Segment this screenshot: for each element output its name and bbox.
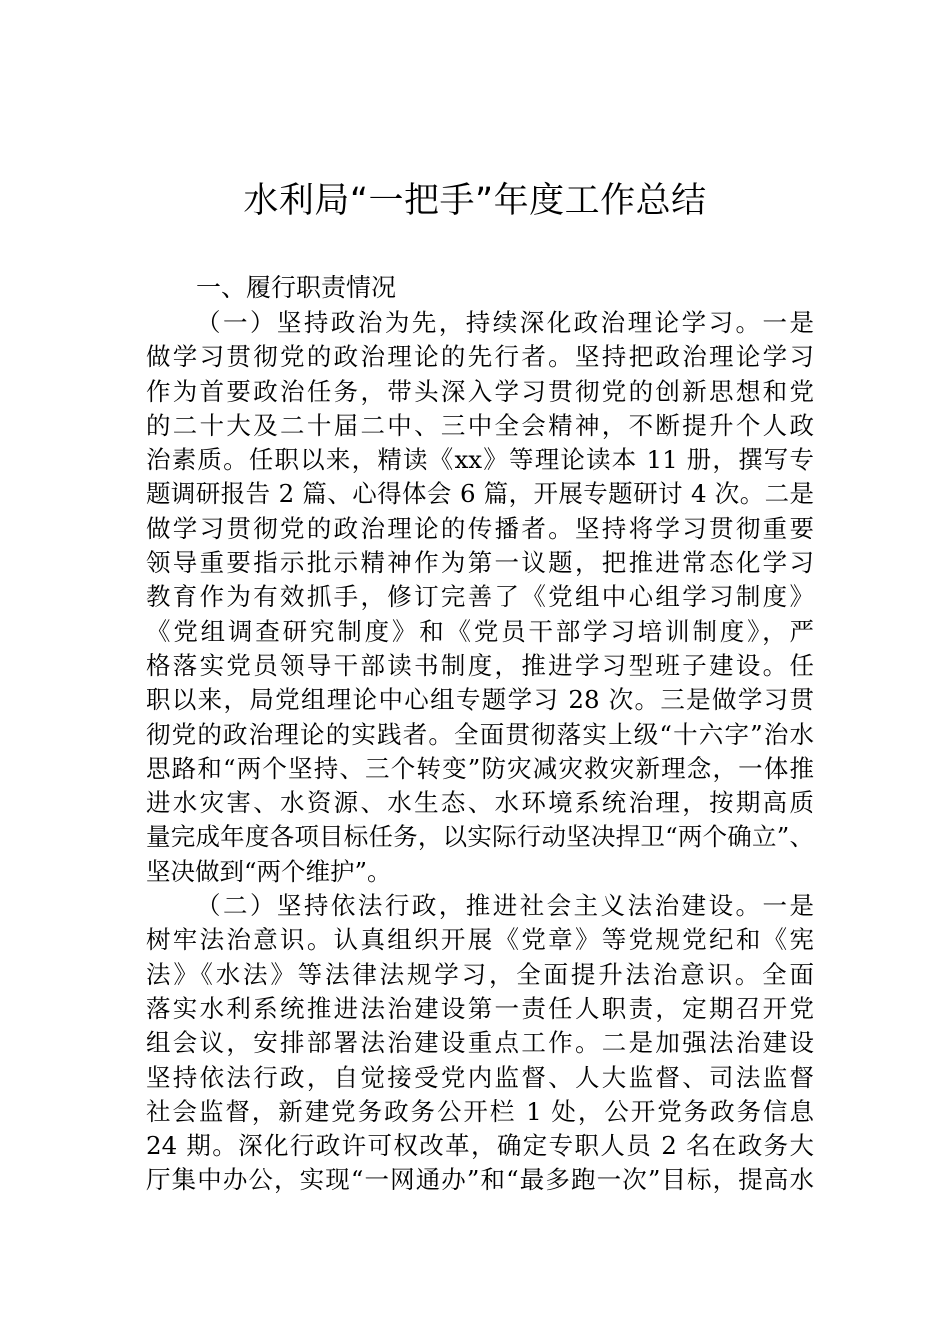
paragraph-line: 彻党的政治理论的实践者。全面贯彻落实上级“十六字”治水 (146, 719, 814, 749)
paragraph-line: 法》《水法》等法律法规学习，全面提升法治意识。全面 (146, 959, 814, 989)
paragraph-line: 的二十大及二十届二中、三中全会精神，不断提升个人政 (146, 410, 814, 440)
paragraph-line: 做学习贯彻党的政治理论的先行者。坚持把政治理论学习 (146, 342, 814, 372)
paragraph-line: 治素质。任职以来，精读《xx》等理论读本 11 册，撰写专 (146, 445, 814, 475)
paragraph-2 (146, 889, 814, 1198)
paragraph-line: 落实水利系统推进法治建设第一责任人职责，定期召开党 (146, 993, 814, 1023)
paragraph-line: 社会监督，新建党务政务公开栏 1 处，公开党务政务信息 (146, 1096, 814, 1126)
paragraph-line: 树牢法治意识。认真组织开展《党章》等党规党纪和《宪 (146, 925, 814, 955)
paragraph-line: 《党组调查研究制度》和《党员干部学习培训制度》，严 (146, 616, 814, 646)
paragraph-line: 做学习贯彻党的政治理论的传播者。坚持将学习贯彻重要 (146, 513, 814, 543)
paragraph-line: 职以来，局党组理论中心组专题学习 28 次。三是做学习贯 (146, 685, 814, 715)
paragraph-1 (146, 306, 814, 889)
document-body (146, 270, 814, 1198)
paragraph-line: 量完成年度各项目标任务，以实际行动坚决捍卫“两个确立”、 (146, 822, 814, 852)
paragraph-line: 24 期。深化行政许可权改革，确定专职人员 2 名在政务大 (146, 1131, 814, 1161)
paragraph-line: （二）坚持依法行政，推进社会主义法治建设。一是 (196, 891, 814, 921)
paragraph-line: 领导重要指示批示精神作为第一议题，把推进常态化学习 (146, 548, 814, 578)
paragraph-line: 进水灾害、水资源、水生态、水环境系统治理，按期高质 (146, 788, 814, 818)
section-heading: 一、履行职责情况 (196, 273, 397, 302)
paragraph-line: 题调研报告 2 篇、心得体会 6 篇，开展专题研讨 4 次。二是 (146, 479, 814, 509)
paragraph-line: 作为首要政治任务，带头深入学习贯彻党的创新思想和党 (146, 376, 814, 406)
paragraph-line: 坚持依法行政，自觉接受党内监督、人大监督、司法监督 (146, 1062, 814, 1092)
paragraph-line: 思路和“两个坚持、三个转变”防灾减灾救灾新理念，一体推 (146, 753, 814, 783)
document-title: 水利局“一把手”年度工作总结 (243, 181, 707, 221)
paragraph-line: （一）坚持政治为先，持续深化政治理论学习。一是 (196, 308, 814, 337)
paragraph-line: 厅集中办公，实现“一网通办”和“最多跑一次”目标，提高水 (146, 1165, 814, 1195)
paragraph-line: 坚决做到“两个维护”。 (146, 856, 392, 886)
paragraph-line: 教育作为有效抓手，修订完善了《党组中心组学习制度》 (146, 582, 814, 612)
paragraph-line: 格落实党员领导干部读书制度，推进学习型班子建设。任 (146, 650, 814, 680)
paragraph-line: 组会议，安排部署法治建设重点工作。二是加强法治建设 (146, 1028, 814, 1058)
